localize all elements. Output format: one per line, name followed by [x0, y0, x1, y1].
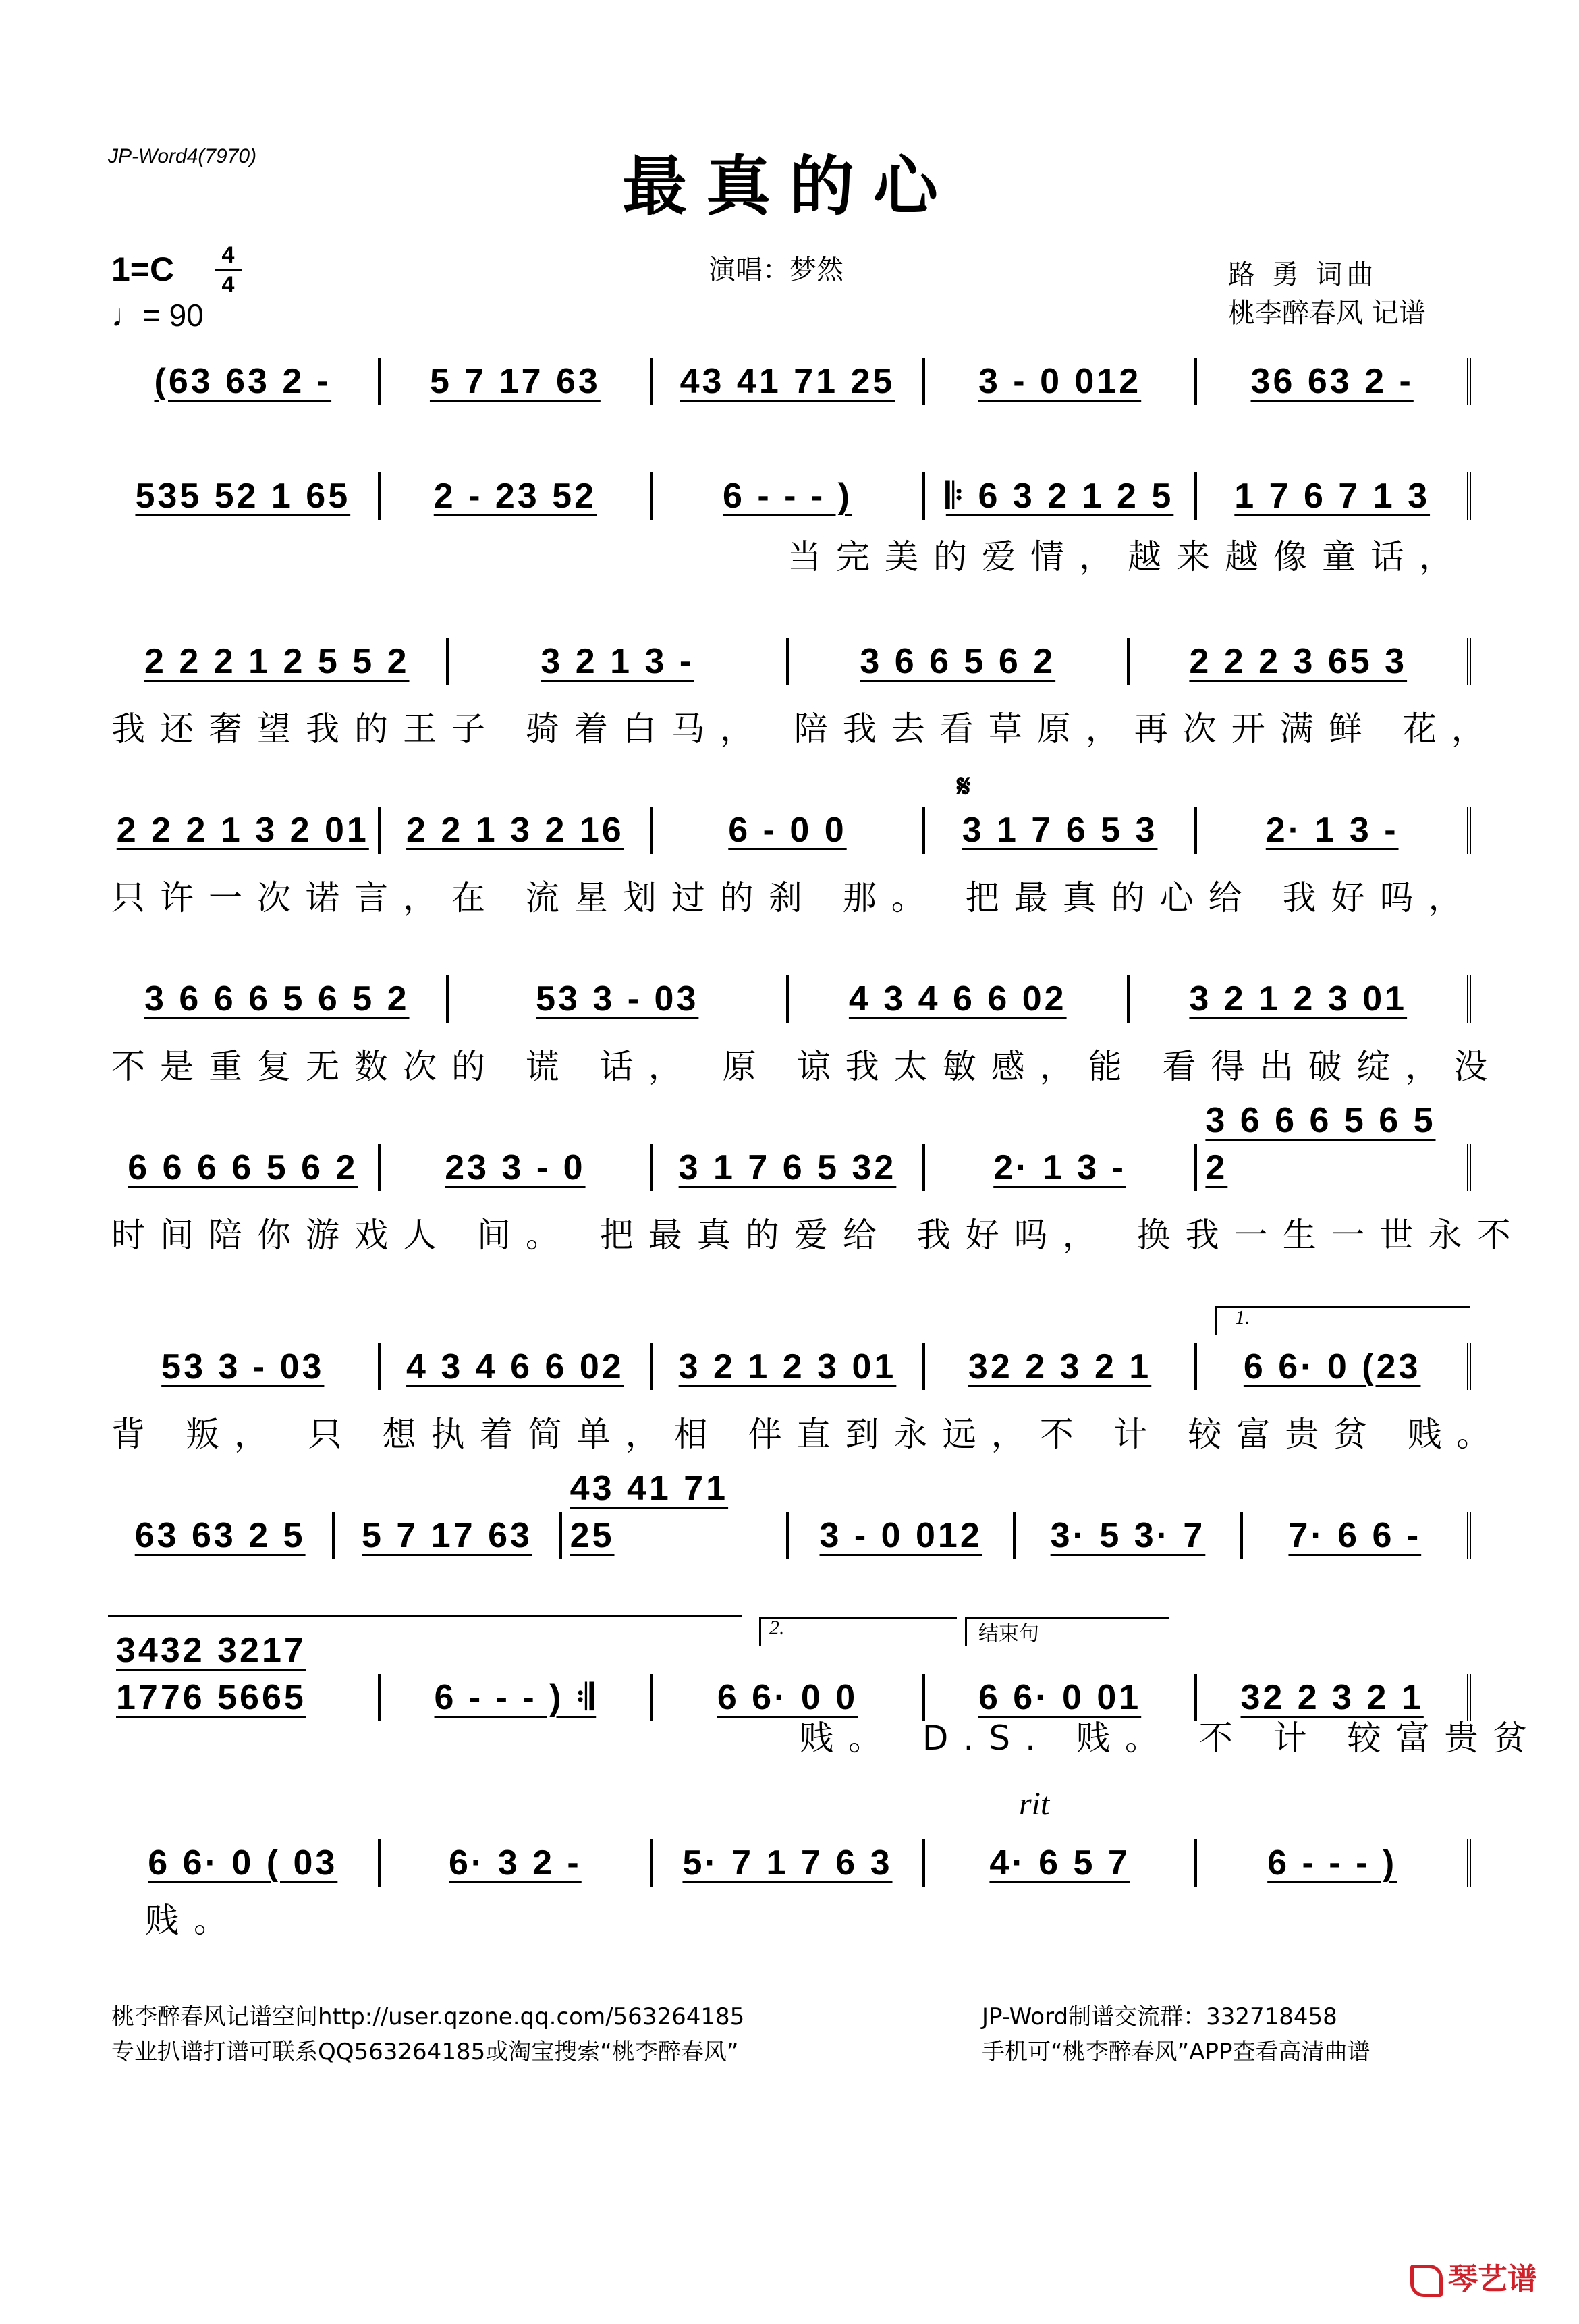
measure: 32 2 3 2 1: [1197, 1674, 1471, 1721]
ritardando-mark: rit: [1019, 1786, 1050, 1822]
measure: 23 3 - 0: [381, 1144, 653, 1191]
system-divider: [108, 1615, 742, 1617]
coda-label: 结束句: [978, 1622, 1039, 1646]
meter-bar: [215, 269, 242, 271]
notation-line: [108, 807, 1471, 854]
measure: 3 - 0 012: [925, 358, 1198, 405]
key-signature: 1=C: [111, 250, 175, 288]
measure: 2 2 2 1 3 2 01: [108, 807, 381, 854]
measure: 6 6 6 6 5 6 2: [108, 1144, 381, 1191]
measure: 3 2 1 2 3 01: [653, 1343, 925, 1390]
footer-qzone-link[interactable]: 桃李醉春风记谱空间http://user.qzone.qq.com/563264185: [111, 2003, 745, 2030]
brand-name: 琴艺谱: [1448, 2262, 1537, 2296]
notation-line: [108, 472, 1471, 520]
measure: 6 6· 0 0: [653, 1674, 925, 1721]
measure: 6 6· 0 (23: [1197, 1343, 1471, 1390]
notation-line: [108, 1101, 1471, 1191]
notation-line: [108, 1839, 1471, 1887]
measure: 6 - - - ): [1197, 1839, 1471, 1887]
measure: 3 1 7 6 5 3: [925, 807, 1198, 854]
footer-group-number: JP-Word制谱交流群：332718458: [982, 2003, 1337, 2030]
second-ending-label: 2.: [769, 1617, 785, 1639]
measure: 6 6· 0 ( 03: [108, 1839, 381, 1887]
notation-line: [108, 1469, 1471, 1559]
measure: 3 1 7 6 5 32: [653, 1144, 925, 1191]
measure: 5· 7 1 7 6 3: [653, 1839, 925, 1887]
transcriber-credit: 桃李醉春风 记谱: [1228, 298, 1426, 329]
first-ending-bracket: [1215, 1306, 1470, 1335]
measure: 5 7 17 63: [335, 1512, 561, 1559]
measure: 𝄆 6 3 2 1 2 5: [925, 472, 1198, 520]
measure: 5 7 17 63: [381, 358, 653, 405]
brand-logo: [1410, 2254, 1537, 2298]
first-ending-label: 1.: [1235, 1306, 1250, 1328]
measure: 3· 5 3· 7: [1016, 1512, 1242, 1559]
measure: 2· 1 3 -: [925, 1144, 1198, 1191]
notation-line: [108, 1343, 1471, 1390]
measure: 4· 6 5 7: [925, 1839, 1198, 1887]
measure: 7· 6 6 -: [1243, 1512, 1471, 1559]
lyric-line-1: 当完美的爱情，越来越像童话，: [787, 537, 1468, 576]
measure: 3432 3217 1776 5665: [108, 1674, 381, 1721]
measure: 2 2 2 1 2 5 5 2: [108, 638, 449, 685]
measure: (63 63 2 -: [108, 358, 381, 405]
song-title: 最真的心: [622, 148, 957, 224]
measure: 4 3 4 6 6 02: [381, 1343, 653, 1390]
measure: 43 41 71 25: [562, 1512, 789, 1559]
segno-icon: 𝄋: [957, 769, 971, 805]
measure: 4 3 4 6 6 02: [789, 975, 1130, 1023]
measure: 2· 1 3 -: [1197, 807, 1471, 854]
measure: 6 - - - ) 𝄇: [381, 1674, 653, 1721]
tempo-mark: ♩= 90: [111, 298, 204, 333]
lyric-line-2: 我还奢望我的王子 骑着白马， 陪我去看草原，再次开满鲜 花，: [111, 709, 1500, 749]
measure: 6 6· 0 01: [925, 1674, 1198, 1721]
second-ending-bracket: [759, 1617, 957, 1646]
measure: 3 - 0 012: [789, 1512, 1016, 1559]
brand-logo-icon: [1410, 2265, 1443, 2297]
notation-line: [108, 358, 1471, 405]
measure: 3 6 6 6 5 6 5 2: [108, 975, 449, 1023]
measure: 6 - - - ): [653, 472, 925, 520]
measure: 3 2 1 2 3 01: [1130, 975, 1472, 1023]
meter-top: 4: [221, 242, 235, 268]
measure: 1 7 6 7 1 3: [1197, 472, 1471, 520]
measure: 36 63 2 -: [1197, 358, 1471, 405]
singer-credit: 演唱：梦然: [709, 254, 843, 286]
composer-credit: 路 勇 词曲: [1228, 259, 1378, 290]
measure: 6 - 0 0: [653, 807, 925, 854]
footer-app-note: 手机可“桃李醉春风”APP查看高清曲谱: [982, 2038, 1370, 2065]
measure: 2 2 1 3 2 16: [381, 807, 653, 854]
measure: 53 3 - 03: [108, 1343, 381, 1390]
software-version: JP-Word4(7970): [108, 145, 257, 167]
measure: 535 52 1 65: [108, 472, 381, 520]
lyric-line-3: 只许一次诺言，在 流星划过的刹 那。 把最真的心给 我好吗，: [111, 878, 1477, 917]
measure: 6· 3 2 -: [381, 1839, 653, 1887]
measure: 32 2 3 2 1: [925, 1343, 1198, 1390]
measure: 43 41 71 25: [653, 358, 925, 405]
measure: 3 6 6 5 6 2: [789, 638, 1130, 685]
notation-line: [108, 638, 1471, 685]
lyric-line-4: 不是重复无数次的 谎 话， 原 谅我太敏感，能 看得出破绽，没: [111, 1047, 1503, 1086]
meter-bottom: 4: [221, 272, 235, 298]
notation-line: [108, 975, 1471, 1023]
measure: 2 - 23 52: [381, 472, 653, 520]
footer-contact-note: 专业扒谱打谱可联系QQ563264185或淘宝搜索“桃李醉春风”: [111, 2038, 739, 2065]
measure: 53 3 - 03: [449, 975, 790, 1023]
time-signature: [215, 243, 242, 297]
lyric-line-5: 时间陪你游戏人 间。 把最真的爱给 我好吗， 换我一生一世永不: [111, 1216, 1526, 1255]
measure: 2 2 2 3 65 3: [1130, 638, 1472, 685]
measure: 3 6 6 6 5 6 5 2: [1197, 1144, 1471, 1191]
measure: 3 2 1 3 -: [449, 638, 790, 685]
lyric-line-7: 贱。 D.S. 贱。 不 计 较富贵贫: [800, 1719, 1542, 1758]
lyric-line-8: 贱。: [145, 1901, 242, 1940]
lyric-line-6: 背 叛， 只 想执着简单，相 伴直到永远，不 计 较富贵贫 贱。: [111, 1415, 1505, 1454]
measure: 63 63 2 5: [108, 1512, 335, 1559]
